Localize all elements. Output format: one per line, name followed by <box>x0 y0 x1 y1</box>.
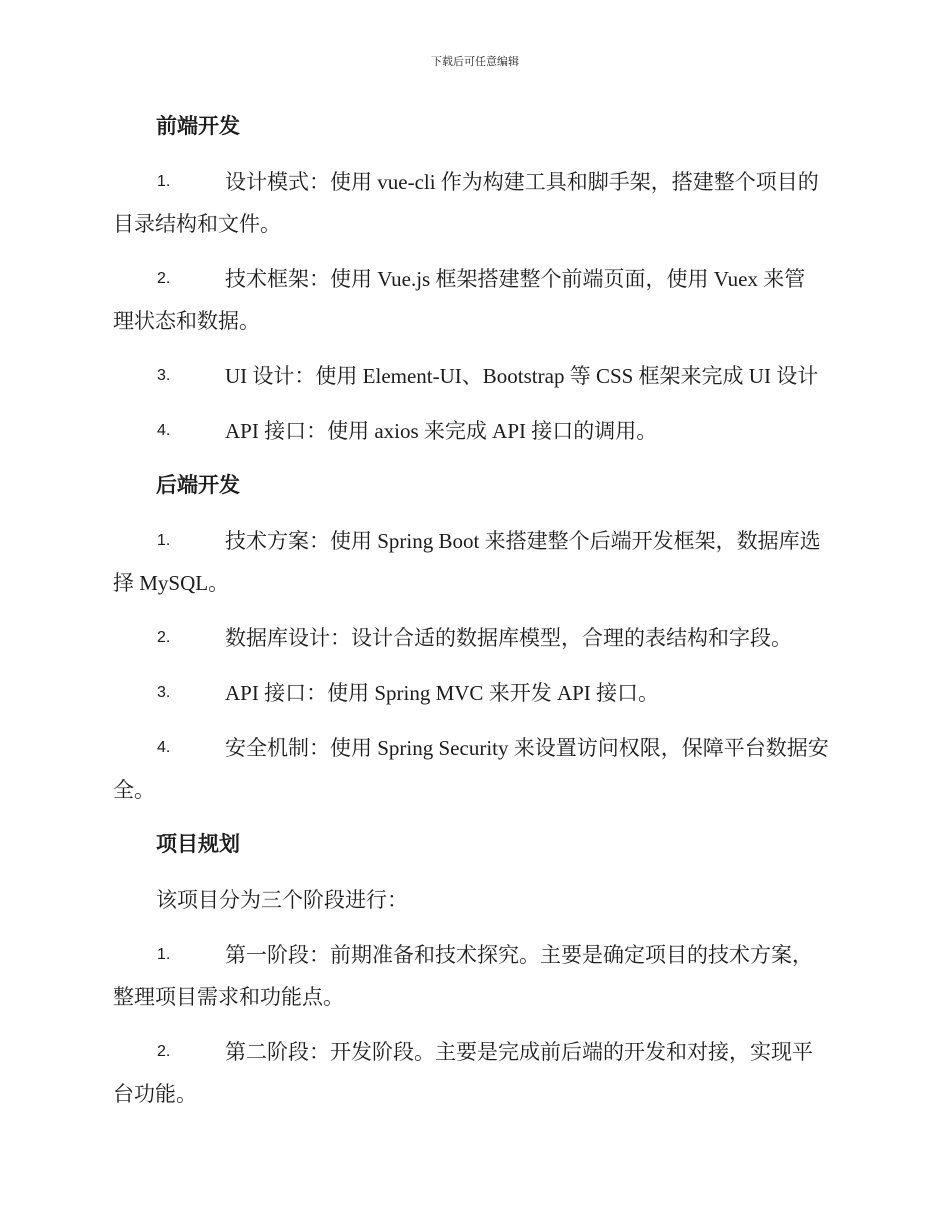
planning-intro <box>0 879 950 921</box>
planning-intro-text: 该项目分为三个阶段进行： <box>156 888 408 912</box>
list-item <box>0 161 950 245</box>
list-item <box>0 258 950 342</box>
list-item-text: 数据库设计：设计合适的数据库模型，合理的表结构和字段。 <box>225 626 792 650</box>
list-item-text-continued: 择 MySQL。 <box>113 571 230 595</box>
list-item-number: 2. <box>157 1043 171 1060</box>
list-item-number: 2. <box>157 629 171 646</box>
list-item <box>0 672 950 714</box>
list-item <box>0 727 950 811</box>
list-item-text: 第一阶段：前期准备和技术探究。主要是确定项目的技术方案， <box>225 943 813 967</box>
list-item-text: 设计模式：使用 vue-cli 作为构建工具和脚手架，搭建整个项目的 <box>225 170 819 194</box>
list-item <box>0 617 950 659</box>
page-header-note: 下载后可任意编辑 <box>431 56 519 68</box>
list-item <box>0 410 950 452</box>
list-item-text: API 接口：使用 Spring MVC 来开发 API 接口。 <box>225 681 660 705</box>
list-item-text: 技术方案：使用 Spring Boot 来搭建整个后端开发框架，数据库选 <box>225 529 821 553</box>
section-heading-frontend <box>0 106 950 148</box>
list-item-text-continued: 台功能。 <box>113 1082 197 1106</box>
document-body <box>0 106 950 1115</box>
list-item <box>0 355 950 397</box>
list-item-text: 第二阶段：开发阶段。主要是完成前后端的开发和对接，实现平 <box>225 1040 813 1064</box>
list-item-text-continued: 全。 <box>113 778 155 802</box>
section-heading-text: 后端开发 <box>156 474 240 497</box>
list-item-text-continued: 目录结构和文件。 <box>113 212 281 236</box>
list-item-text: API 接口：使用 axios 来完成 API 接口的调用。 <box>225 419 658 443</box>
list-item-number: 1. <box>157 532 171 549</box>
section-heading-text: 项目规划 <box>156 833 240 856</box>
list-item-text-continued: 理状态和数据。 <box>113 309 260 333</box>
section-heading-text: 前端开发 <box>156 115 240 138</box>
list-item-text: UI 设计：使用 Element-UI、Bootstrap 等 CSS 框架来完成 UI 设计 <box>225 364 819 388</box>
list-item <box>0 520 950 604</box>
section-heading-backend <box>0 465 950 507</box>
list-item-number: 3. <box>157 367 171 384</box>
list-item-number: 4. <box>157 422 171 439</box>
list-item <box>0 1031 950 1115</box>
list-item-number: 1. <box>157 946 171 963</box>
list-item-number: 2. <box>157 270 171 287</box>
list-item <box>0 934 950 1018</box>
list-item-number: 3. <box>157 684 171 701</box>
list-item-text: 技术框架：使用 Vue.js 框架搭建整个前端页面，使用 Vuex 来管 <box>225 267 806 291</box>
section-heading-planning <box>0 824 950 866</box>
list-item-text-continued: 整理项目需求和功能点。 <box>113 985 344 1009</box>
list-item-number: 4. <box>157 739 171 756</box>
list-item-text: 安全机制：使用 Spring Security 来设置访问权限，保障平台数据安 <box>225 736 829 760</box>
list-item-number: 1. <box>157 173 171 190</box>
